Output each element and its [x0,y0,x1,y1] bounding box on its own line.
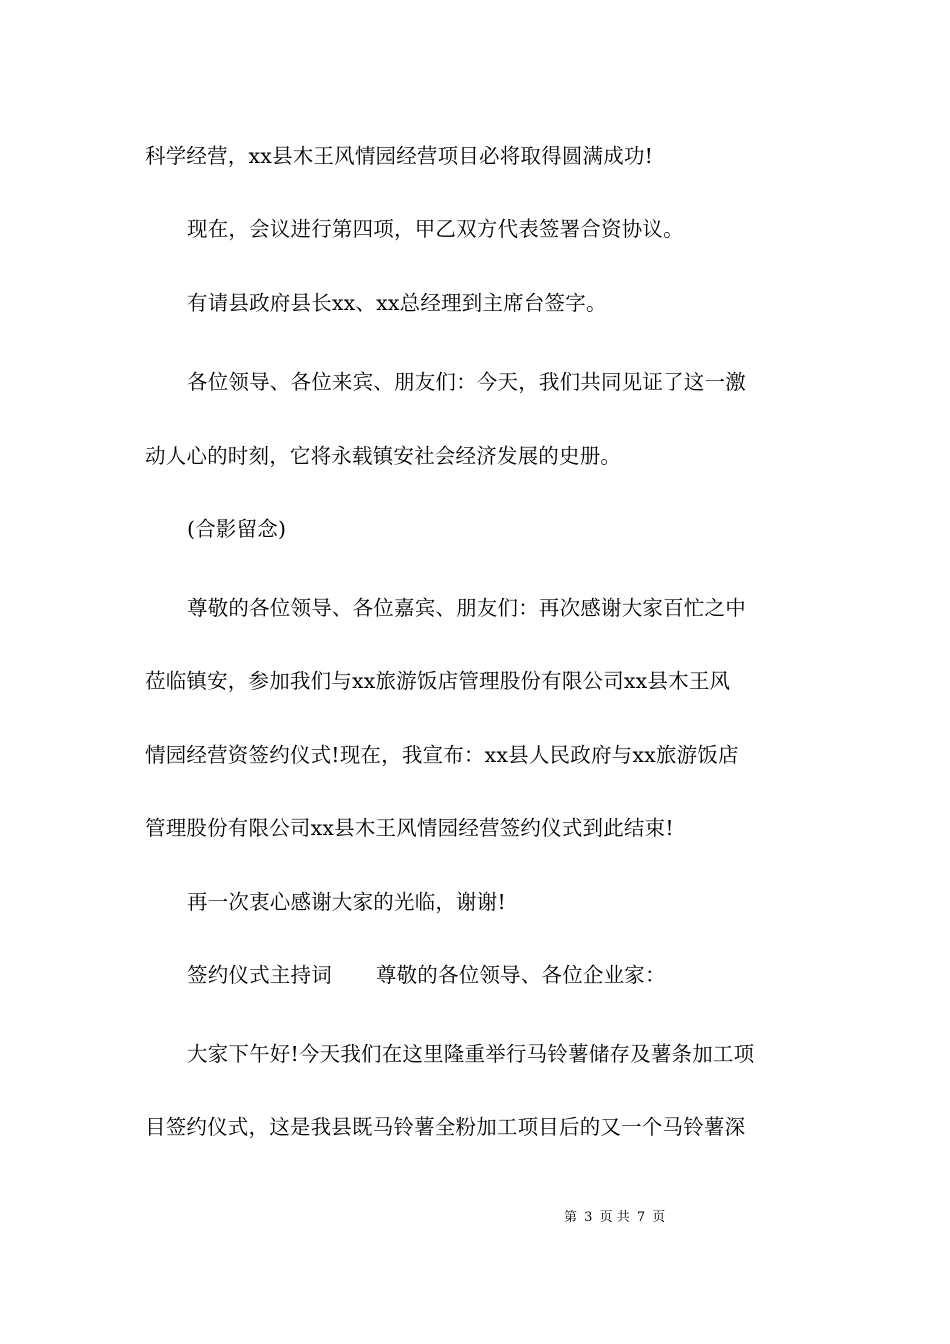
paragraph-line: 再一次衷心感谢大家的光临，谢谢! [187,890,506,914]
paragraph-line: 动人心的时刻，它将永载镇安社会经济发展的史册。 [145,444,622,468]
paragraph-line: 各位领导、各位来宾、朋友们：今天，我们共同见证了这一激 [187,370,746,394]
paragraph-line: 目签约仪式，这是我县既马铃薯全粉加工项目后的又一个马铃薯深 [145,1115,746,1139]
current-page-number: 3 [584,1210,593,1225]
paragraph-line: 情园经营资签约仪式!现在，我宣布：xx县人民政府与xx旅游饭店 [145,743,739,767]
paragraph-line: 有请县政府县长xx、xx总经理到主席台签字。 [187,291,607,315]
paragraph-line [0,958,950,992]
paragraph-line: 现在，会议进行第四项，甲乙双方代表签署合资协议。 [187,217,684,241]
page-label-suffix: 页 [652,1210,666,1225]
page-footer [0,1207,950,1229]
page-label-mid: 页 共 [599,1210,630,1225]
paragraph-line: 尊敬的各位领导、各位嘉宾、朋友们：再次感谢大家百忙之中 [187,596,746,620]
paragraph-line: 莅临镇安，参加我们与xx旅游饭店管理股份有限公司xx县木王风 [145,669,731,693]
paragraph-line: (合影留念) [187,517,287,541]
page-label-prefix: 第 [564,1210,578,1225]
paragraph-line: 大家下午好!今天我们在这里隆重举行马铃薯储存及薯条加工项 [187,1042,755,1066]
salutation: 尊敬的各位领导、各位企业家： [375,963,666,987]
paragraph-line: 科学经营，xx县木王风情园经营项目必将取得圆满成功! [145,144,654,168]
total-pages-number: 7 [636,1210,646,1225]
section-title: 签约仪式主持词 [187,963,332,987]
paragraph-line: 管理股份有限公司xx县木王风情园经营签约仪式到此结束! [145,816,674,840]
